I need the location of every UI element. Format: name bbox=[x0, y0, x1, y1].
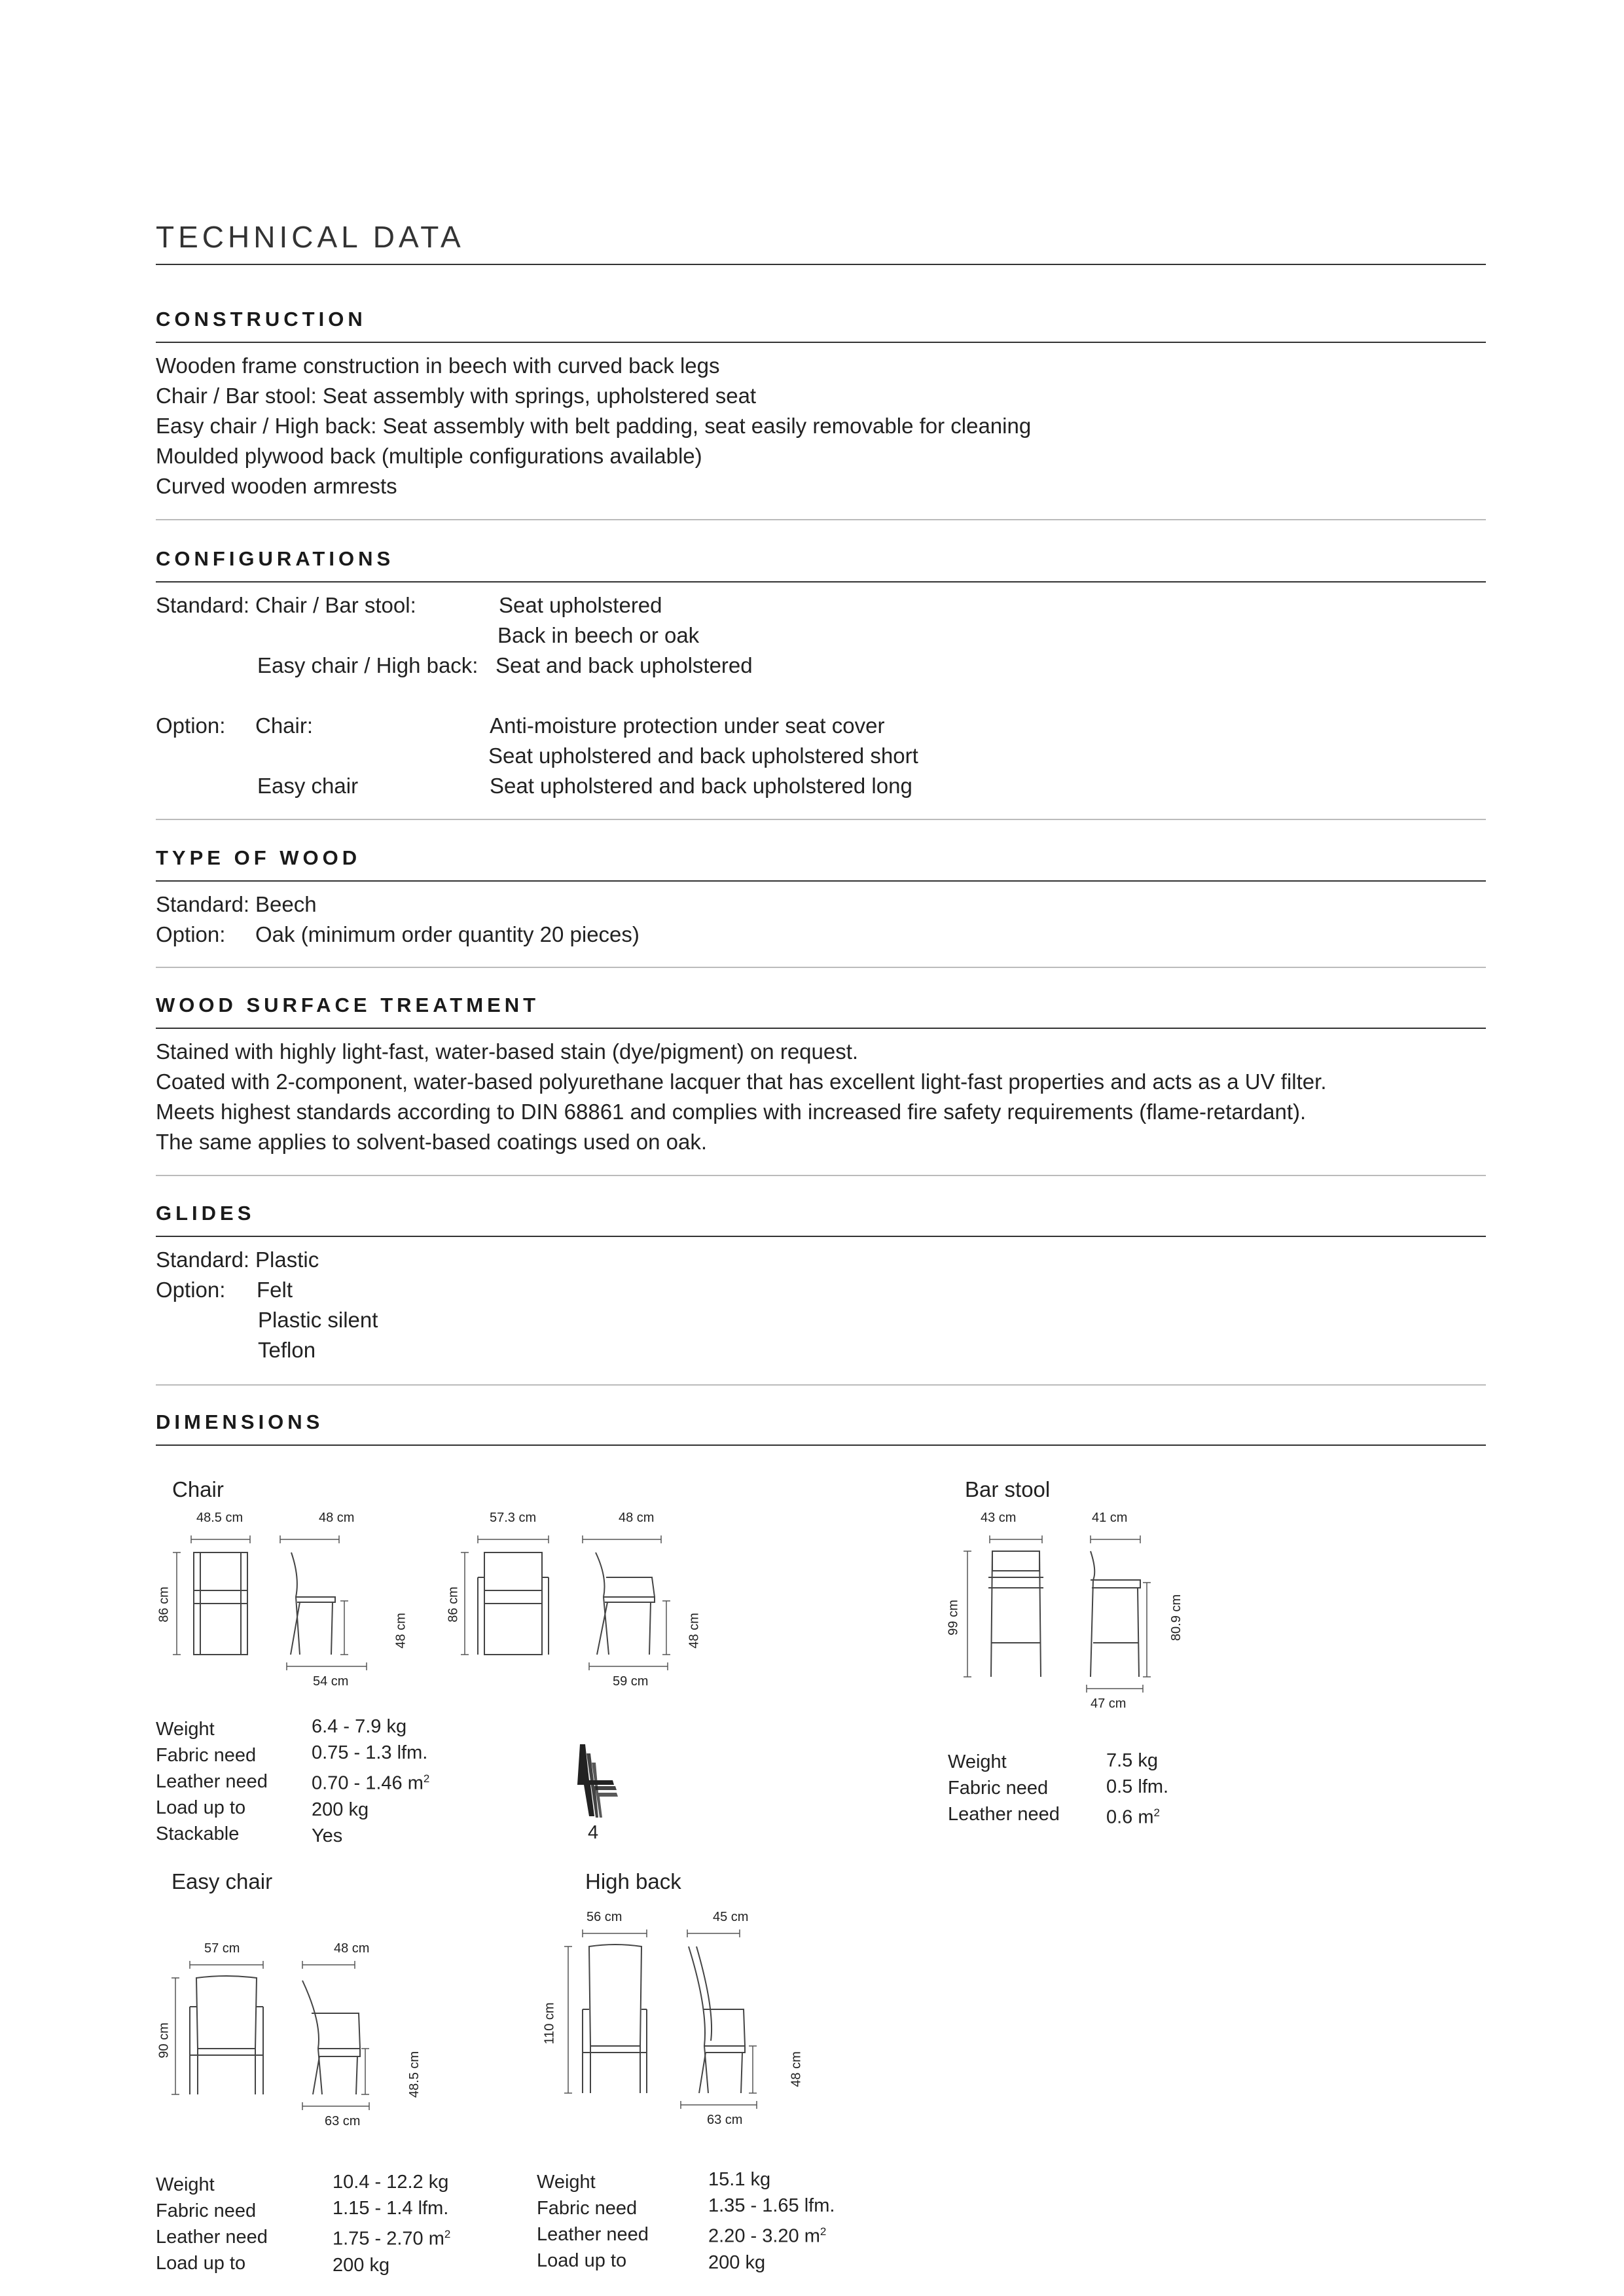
glides-option-value: Felt bbox=[257, 1278, 293, 1302]
spec-value: 10.4 - 12.2 kg bbox=[333, 2172, 449, 2193]
glides-option-label: Option: bbox=[156, 1278, 226, 1302]
config-standard-easy-value: Seat and back upholstered bbox=[496, 653, 753, 677]
chair-side-depth-top: 48 cm bbox=[319, 1511, 355, 1525]
construction-line: Wooden frame construction in beech with curved back legs bbox=[156, 353, 720, 378]
spec-value: 2.20 - 3.20 $m^2$ bbox=[708, 2225, 827, 2247]
config-option-easy-value: Seat upholstered and back upholstered long bbox=[490, 774, 912, 798]
easy-chair-seat-height: 48.5 cm bbox=[407, 2051, 422, 2098]
bar-stool-label: Bar stool bbox=[965, 1477, 1051, 1501]
glides-rule bbox=[156, 1236, 1486, 1237]
config-standard-easy-label: Easy chair / High back: bbox=[257, 653, 478, 677]
chair-label: Chair bbox=[172, 1477, 224, 1501]
configurations-heading: CONFIGURATIONS bbox=[156, 547, 395, 570]
bar-stool-height: 99 cm bbox=[946, 1600, 961, 1636]
high-back-spec-labels bbox=[537, 2169, 649, 2274]
bar-stool-spec-values bbox=[1106, 1748, 1168, 1831]
spec-value: 6.4 - 7.9 kg bbox=[312, 1716, 407, 1737]
section-divider bbox=[156, 967, 1486, 968]
config-standard-chair-label: Chair / Bar stool: bbox=[255, 593, 416, 617]
title-rule bbox=[156, 264, 1486, 265]
spec-label: Leather need bbox=[156, 2227, 268, 2248]
construction-line: Moulded plywood back (multiple configurations available) bbox=[156, 444, 702, 468]
wood-heading: TYPE OF WOOD bbox=[156, 846, 361, 869]
spec-value: Yes bbox=[312, 1825, 343, 1846]
spec-value: 0.75 - 1.3 lfm. bbox=[312, 1742, 428, 1763]
spec-label: Weight bbox=[156, 2174, 215, 2195]
spec-label: Load up to bbox=[156, 1797, 246, 1818]
chair-spec-values bbox=[312, 1713, 429, 1849]
configurations-rule bbox=[156, 581, 1486, 583]
construction-line: Curved wooden armrests bbox=[156, 474, 397, 498]
chair-height: 86 cm bbox=[156, 1587, 171, 1623]
high-back-depth: 63 cm bbox=[707, 2113, 743, 2127]
easy-chair-side-depth-top: 48 cm bbox=[334, 1941, 370, 1956]
spec-value: 1.75 - 2.70 $m^2$ bbox=[333, 2228, 451, 2250]
stack-count: 4 bbox=[588, 1822, 599, 1843]
dimensions-rule bbox=[156, 1444, 1486, 1446]
easy-chair-label: Easy chair bbox=[171, 1869, 273, 1893]
spec-value: 0.5 lfm. bbox=[1106, 1776, 1169, 1797]
chair-front-width: 48.5 cm bbox=[196, 1511, 244, 1525]
bar-stool-depth: 47 cm bbox=[1091, 1696, 1127, 1711]
spec-label: Load up to bbox=[537, 2250, 627, 2271]
construction-text bbox=[156, 351, 1031, 501]
spec-value: 1.35 - 1.65 lfm. bbox=[708, 2195, 835, 2216]
surface-line: The same applies to solvent-based coatings used on oak. bbox=[156, 1130, 708, 1154]
spec-value: 1.15 - 1.4 lfm. bbox=[333, 2198, 449, 2219]
high-back-seat-height: 48 cm bbox=[789, 2051, 804, 2087]
armchair-height: 86 cm bbox=[446, 1587, 461, 1623]
construction-rule bbox=[156, 342, 1486, 343]
easy-chair-drawings bbox=[151, 1950, 445, 2127]
wood-option-label: Option: bbox=[156, 922, 226, 946]
wood-option-value: Oak (minimum order quantity 20 pieces) bbox=[255, 922, 640, 946]
config-option-chair-label: Chair: bbox=[255, 713, 314, 738]
easy-chair-spec-labels bbox=[156, 2172, 268, 2276]
easy-chair-height: 90 cm bbox=[156, 2022, 171, 2058]
chair-seat-height: 48 cm bbox=[393, 1613, 408, 1649]
armchair-seat-height: 48 cm bbox=[687, 1613, 702, 1649]
glides-heading: GLIDES bbox=[156, 1202, 255, 1225]
wood-standard-value: Beech bbox=[255, 892, 317, 916]
easy-chair-spec-values bbox=[333, 2169, 450, 2278]
config-option-chair-value: Anti-moisture protection under seat cover bbox=[490, 713, 885, 738]
spec-label: Leather need bbox=[156, 1771, 268, 1792]
glides-standard-value: Plastic bbox=[255, 1247, 319, 1272]
config-standard-label: Standard: bbox=[156, 593, 250, 617]
spec-label: Weight bbox=[156, 1719, 215, 1740]
config-option-chair-value: Seat upholstered and back upholstered short bbox=[488, 744, 918, 768]
surface-line: Stained with highly light-fast, water-based stain (dye/pigment) on request. bbox=[156, 1039, 859, 1064]
spec-label: Weight bbox=[948, 1751, 1007, 1772]
bar-stool-drawings bbox=[943, 1512, 1204, 1715]
spec-label: Fabric need bbox=[156, 2200, 257, 2221]
spec-value: 200 kg bbox=[708, 2251, 766, 2273]
bar-stool-front-width: 43 cm bbox=[981, 1511, 1017, 1525]
spec-label: Weight bbox=[537, 2172, 596, 2193]
chair-spec-labels bbox=[156, 1716, 268, 1847]
surface-line: Coated with 2-component, water-based polyurethane lacquer that has excellent light-fast properties and acts as a UV filter. bbox=[156, 1069, 1327, 1094]
chair-depth: 54 cm bbox=[313, 1674, 349, 1689]
spec-label: Load up to bbox=[156, 2253, 246, 2274]
bar-stool-spec-labels bbox=[948, 1749, 1060, 1827]
surface-heading: WOOD SURFACE TREATMENT bbox=[156, 994, 540, 1016]
spec-label: Fabric need bbox=[537, 2198, 638, 2219]
surface-rule bbox=[156, 1028, 1486, 1029]
dimensions-heading: DIMENSIONS bbox=[156, 1410, 324, 1433]
bar-stool-side-width: 41 cm bbox=[1092, 1511, 1128, 1525]
glides-option-value: Plastic silent bbox=[258, 1308, 378, 1332]
spec-value: 0.6 $m^2$ bbox=[1106, 1806, 1160, 1828]
high-back-drawings bbox=[537, 1918, 831, 2127]
glides-standard-label: Standard: bbox=[156, 1247, 250, 1272]
spec-label: Fabric need bbox=[156, 1745, 257, 1766]
armchair-side-depth-top: 48 cm bbox=[619, 1511, 655, 1525]
section-divider bbox=[156, 1175, 1486, 1176]
high-back-front-width: 56 cm bbox=[586, 1910, 623, 1924]
construction-line: Chair / Bar stool: Seat assembly with springs, upholstered seat bbox=[156, 384, 757, 408]
armchair-front-width: 57.3 cm bbox=[490, 1511, 537, 1525]
spec-value: 200 kg bbox=[333, 2254, 390, 2276]
spec-label: Fabric need bbox=[948, 1778, 1049, 1799]
bar-stool-seat-height: 80.9 cm bbox=[1169, 1594, 1184, 1641]
easy-chair-front-width: 57 cm bbox=[204, 1941, 240, 1956]
easy-chair-depth: 63 cm bbox=[325, 2114, 361, 2128]
wood-rule bbox=[156, 880, 1486, 882]
spec-value: 200 kg bbox=[312, 1799, 369, 1820]
spec-value: 0.70 - 1.46 $m^2$ bbox=[312, 1772, 430, 1794]
page-title: TECHNICAL DATA bbox=[156, 220, 465, 254]
config-option-easy-label: Easy chair bbox=[257, 774, 359, 798]
high-back-label: High back bbox=[585, 1869, 681, 1893]
spec-label: Stackable bbox=[156, 1823, 240, 1844]
spec-value: 15.1 kg bbox=[708, 2169, 771, 2190]
high-back-height: 110 cm bbox=[542, 2002, 557, 2045]
section-divider bbox=[156, 1384, 1486, 1386]
config-option-label: Option: bbox=[156, 713, 226, 738]
armchair-depth: 59 cm bbox=[613, 1674, 649, 1689]
construction-line: Easy chair / High back: Seat assembly with belt padding, seat easily removable for cleaning bbox=[156, 414, 1032, 438]
config-standard-chair-value: Seat upholstered bbox=[499, 593, 662, 617]
spec-value: 7.5 kg bbox=[1106, 1750, 1158, 1771]
wood-standard-label: Standard: bbox=[156, 892, 250, 916]
high-back-side-width: 45 cm bbox=[713, 1910, 749, 1924]
spec-label: Leather need bbox=[948, 1804, 1060, 1825]
glides-option-value: Teflon bbox=[258, 1338, 316, 1362]
stack-icon bbox=[576, 1744, 622, 1820]
spec-label: Leather need bbox=[537, 2224, 649, 2245]
section-divider bbox=[156, 519, 1486, 520]
surface-line: Meets highest standards according to DIN 68861 and complies with increased fire safety requirements (flame-retardant). bbox=[156, 1100, 1307, 1124]
high-back-spec-values bbox=[708, 2166, 835, 2276]
config-standard-chair-value: Back in beech or oak bbox=[497, 623, 700, 647]
section-divider bbox=[156, 819, 1486, 820]
construction-heading: CONSTRUCTION bbox=[156, 308, 367, 331]
surface-text bbox=[156, 1037, 1327, 1157]
